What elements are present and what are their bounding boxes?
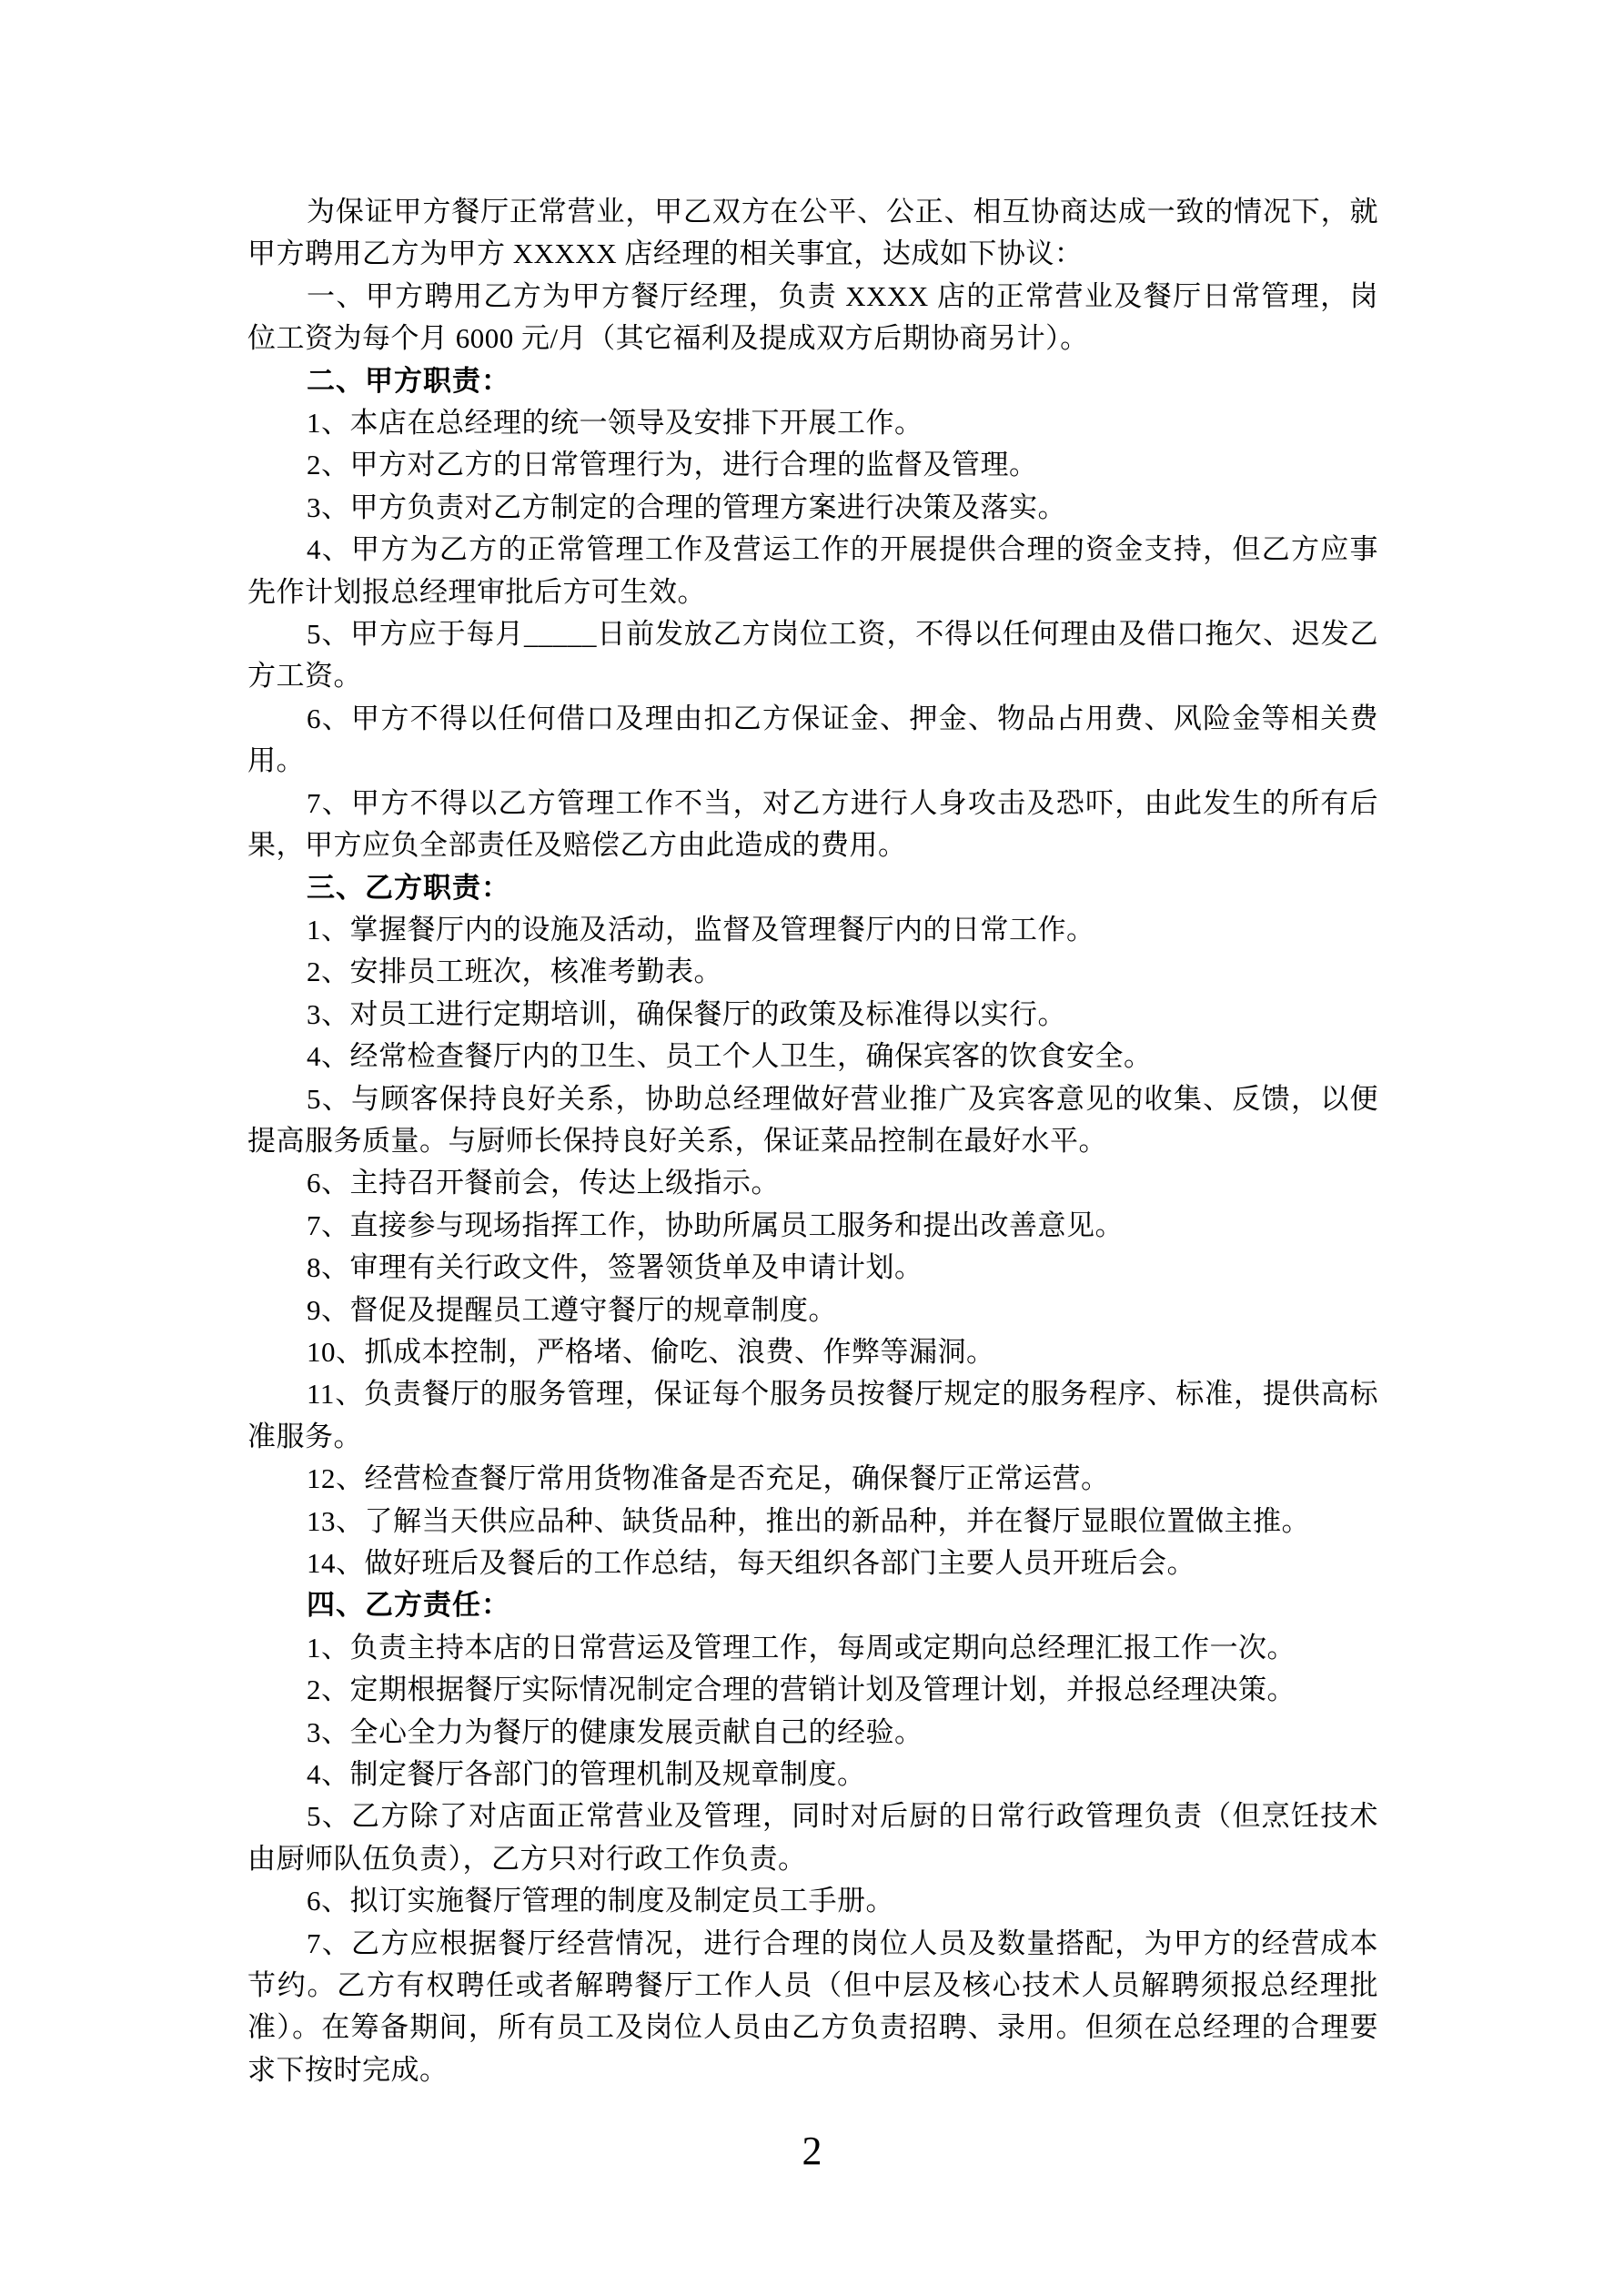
section-heading: 四、乙方责任： <box>307 1589 510 1622</box>
paragraph: 12、经营检查餐厅常用货物准备是否充足，确保餐厅正常运营。 <box>307 1462 1110 1495</box>
paragraph: 13、了解当天供应品种、缺货品种，推出的新品种，并在餐厅显眼位置做主推。 <box>307 1504 1310 1537</box>
paragraph: 5、与顾客保持良好关系，协助总经理做好营业推广及宾客意见的收集、反馈，以便提高服务质量。与厨师长保持良好关系，保证菜品控制在最好水平。 <box>247 1082 1378 1157</box>
paragraph: 8、审理有关行政文件，签署领货单及申请计划。 <box>307 1251 923 1284</box>
paragraph: 5、乙方除了对店面正常营业及管理，同时对后厨的日常行政管理负责（但烹饪技术由厨师队伍负责），乙方只对行政工作负责。 <box>247 1800 1378 1875</box>
paragraph: 3、全心全力为餐厅的健康发展贡献自己的经验。 <box>307 1715 923 1748</box>
paragraph: 1、本店在总经理的统一领导及安排下开展工作。 <box>307 407 923 440</box>
paragraph: 2、定期根据餐厅实际情况制定合理的营销计划及管理计划，并报总经理决策。 <box>307 1674 1296 1706</box>
section-heading: 二、甲方职责： <box>307 364 510 397</box>
paragraph: 11、负责餐厅的服务管理，保证每个服务员按餐厅规定的服务程序、标准，提供高标准服务。 <box>247 1378 1378 1452</box>
paragraph: 一、甲方聘用乙方为甲方餐厅经理，负责 XXXX 店的正常营业及餐厅日常管理，岗位工资为每个月 6000 元/月（其它福利及提成双方后期协商另计）。 <box>247 279 1378 355</box>
paragraph: 2、甲方对乙方的日常管理行为，进行合理的监督及管理。 <box>307 449 1038 481</box>
paragraph: 14、做好班后及餐后的工作总结，每天组织各部门主要人员开班后会。 <box>307 1547 1195 1579</box>
paragraph: 9、督促及提醒员工遵守餐厅的规章制度。 <box>307 1293 837 1326</box>
paragraph: 10、抓成本控制，严格堵、偷吃、浪费、作弊等漏洞。 <box>307 1335 995 1368</box>
paragraph: 6、主持召开餐前会，传达上级指示。 <box>307 1167 780 1199</box>
paragraph: 4、甲方为乙方的正常管理工作及营运工作的开展提供合理的资金支持，但乙方应事先作计划报总经理审批后方可生效。 <box>247 533 1378 608</box>
paragraph: 2、安排员工班次，核准考勤表。 <box>307 956 722 988</box>
paragraph: 7、乙方应根据餐厅经营情况，进行合理的岗位人员及数量搭配，为甲方的经营成本节约。乙方有权聘任或者解聘餐厅工作人员（但中层及核心技术人员解聘须报总经理批准）。在筹备期间，所有员工及岗位人员由乙方负责招聘、录用。但须在总经理的合理要求下按时完成。 <box>247 1927 1378 2086</box>
paragraph: 3、甲方负责对乙方制定的合理的管理方案进行决策及落实。 <box>307 491 1066 523</box>
paragraph: 5、甲方应于每月_____日前发放乙方岗位工资，不得以任何理由及借口拖欠、迟发乙方工资。 <box>247 618 1378 693</box>
paragraph: 7、甲方不得以乙方管理工作不当，对乙方进行人身攻击及恐吓，由此发生的所有后果，甲方应负全部责任及赔偿乙方由此造成的费用。 <box>247 786 1378 862</box>
section-heading: 三、乙方职责： <box>307 871 510 904</box>
paragraph: 1、负责主持本店的日常营运及管理工作，每周或定期向总经理汇报工作一次。 <box>307 1631 1296 1664</box>
page-number: 2 <box>802 2129 822 2173</box>
paragraph: 4、制定餐厅各部门的管理机制及规章制度。 <box>307 1758 866 1791</box>
paragraph: 3、对员工进行定期培训，确保餐厅的政策及标准得以实行。 <box>307 997 1066 1030</box>
paragraph: 4、经常检查餐厅内的卫生、员工个人卫生，确保宾客的饮食安全。 <box>307 1040 1153 1073</box>
paragraph: 6、拟订实施餐厅管理的制度及制定员工手册。 <box>307 1885 894 1917</box>
document-body <box>247 191 1378 2091</box>
paragraph: 7、直接参与现场指挥工作，协助所属员工服务和提出改善意见。 <box>307 1209 1124 1241</box>
paragraph: 1、掌握餐厅内的设施及活动，监督及管理餐厅内的日常工作。 <box>307 913 1095 946</box>
paragraph: 6、甲方不得以任何借口及理由扣乙方保证金、押金、物品占用费、风险金等相关费用。 <box>247 702 1378 777</box>
paragraph: 为保证甲方餐厅正常营业，甲乙双方在公平、公正、相互协商达成一致的情况下，就甲方聘用乙方为甲方 XXXXX 店经理的相关事宜，达成如下协议： <box>247 196 1378 270</box>
